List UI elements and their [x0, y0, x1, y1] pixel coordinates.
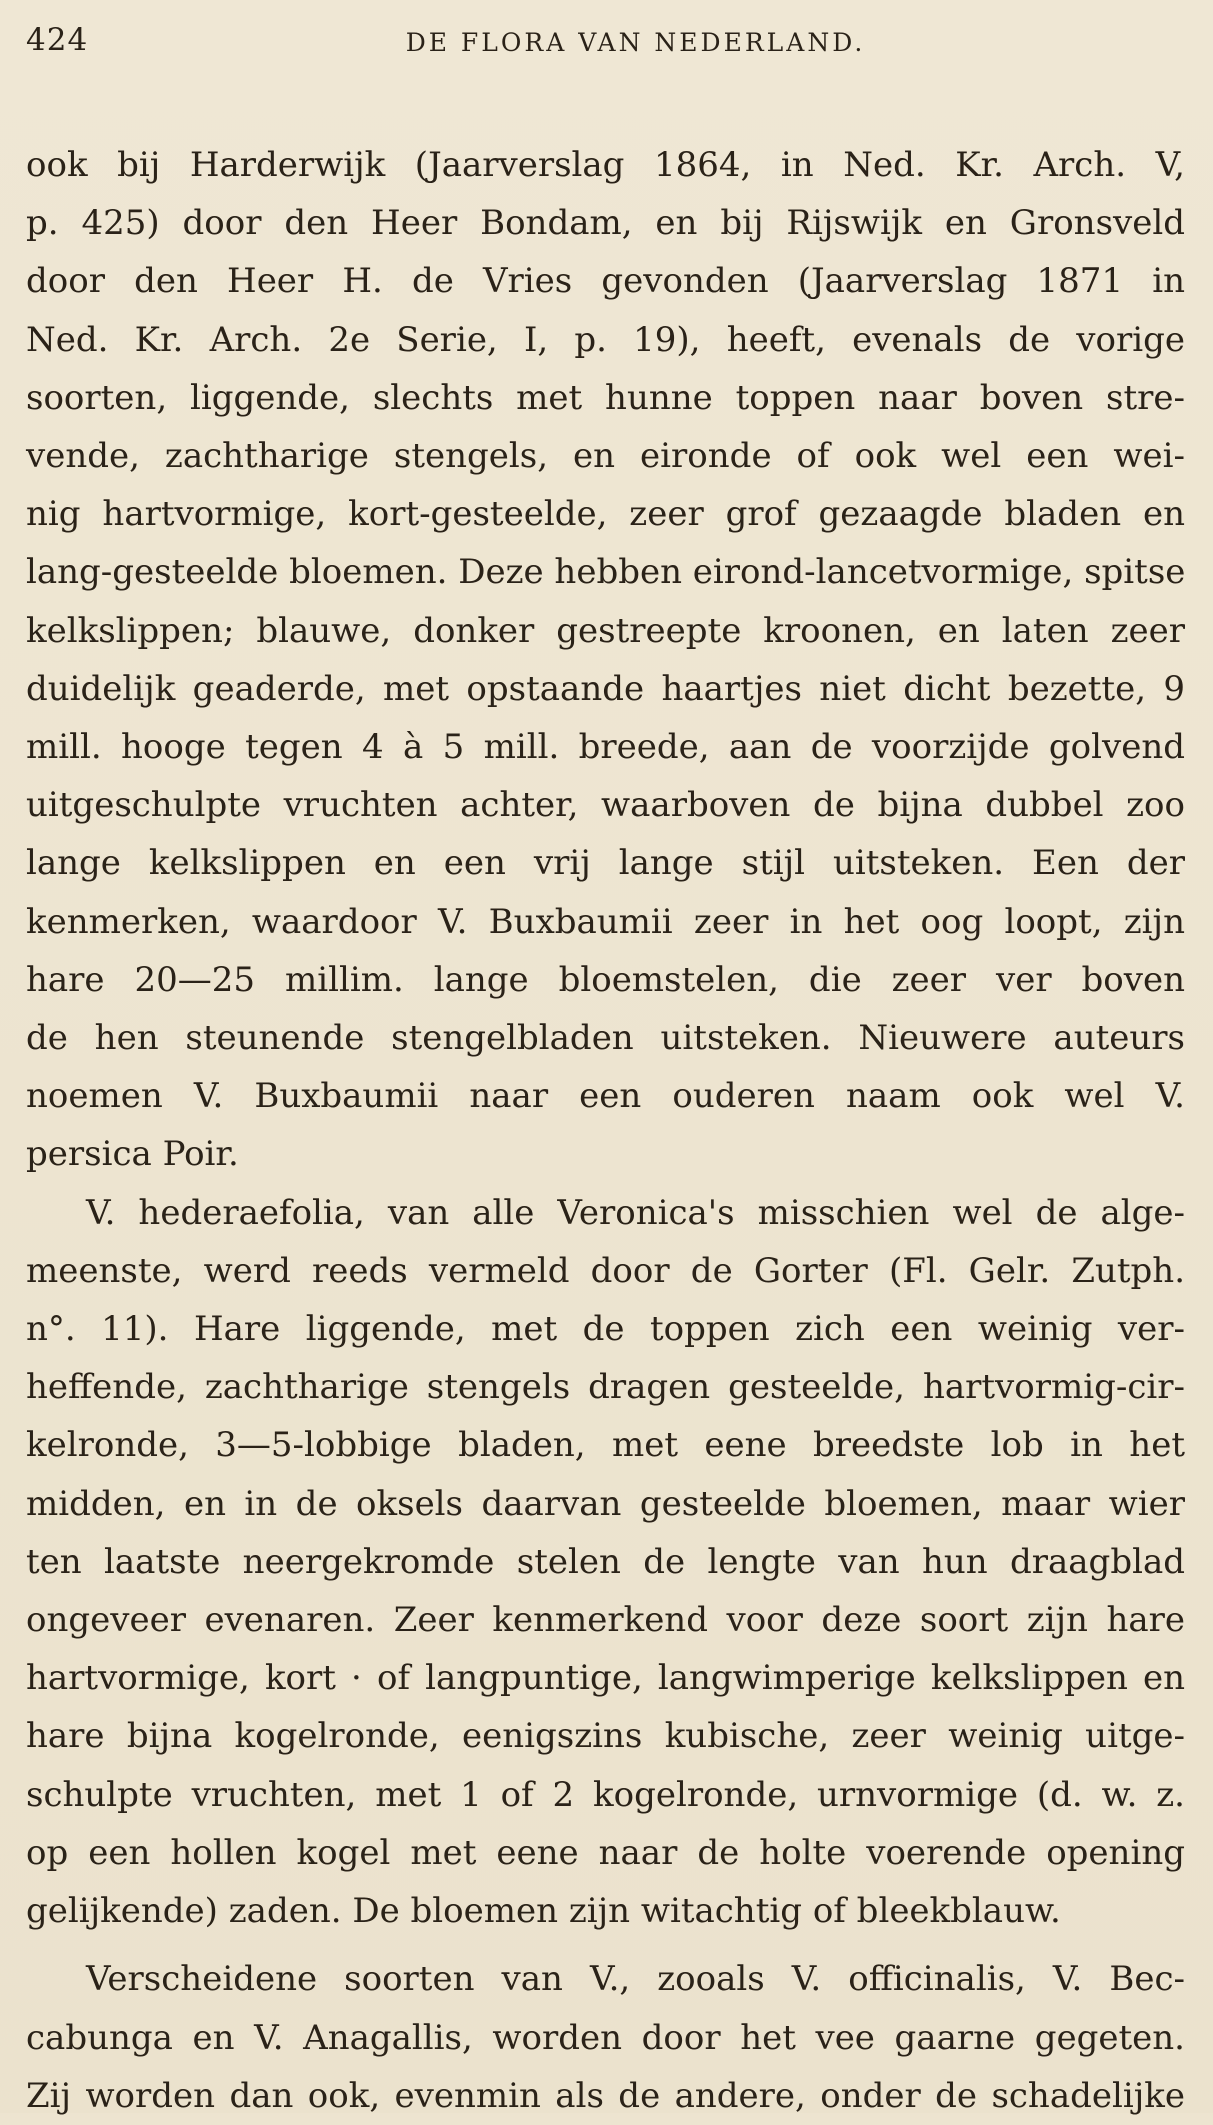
text-line: V. hederaefolia, van alle Veronica's misschien wel de alge-	[86, 1192, 1185, 1233]
text-line: uitgeschulpte vruchten achter, waarboven de bijna dubbel zoo	[26, 785, 1185, 826]
text-line: n°. 11). Hare liggende, met de toppen zich een weinig ver-	[26, 1309, 1185, 1350]
text-line: door den Heer H. de Vries gevonden (Jaarverslag 1871 in	[26, 261, 1185, 302]
text-line: kelkslippen; blauwe, donker gestreepte kroonen, en laten zeer	[26, 610, 1185, 651]
page-number: 424	[26, 22, 89, 58]
text-line: midden, en in de oksels daarvan gesteelde bloemen, maar wier	[26, 1483, 1185, 1524]
text-line: Ned. Kr. Arch. 2e Serie, I, p. 19), heeft, evenals de vorige	[26, 319, 1185, 360]
text-line: Zij worden dan ook, evenmin als de andere, onder de schadelijke	[26, 2075, 1185, 2116]
text-line: ook bij Harderwijk (Jaarverslag 1864, in Ned. Kr. Arch. V,	[26, 145, 1185, 185]
text-line: meenste, werd reeds vermeld door de Gorter (Fl. Gelr. Zutph.	[26, 1250, 1185, 1291]
text-line: p. 425) door den Heer Bondam, en bij Rijswijk en Gronsveld	[26, 203, 1185, 244]
text-line: lang-gesteelde bloemen. Deze hebben eirond-lancetvormige, spitse	[26, 552, 1186, 593]
page-header	[26, 22, 1185, 66]
body-text	[26, 136, 1185, 2125]
text-line: hartvormige, kort · of langpuntige, langwimperige kelkslippen en	[26, 1658, 1185, 1699]
text-line: op een hollen kogel met eene naar de holte voerende opening	[26, 1832, 1185, 1873]
running-head: DE FLORA VAN NEDERLAND.	[405, 28, 866, 57]
text-line: mill. hooge tegen 4 à 5 mill. breede, aan de voorzijde golvend	[26, 727, 1185, 768]
text-line: persica Poir.	[26, 1134, 239, 1175]
text-line: hare bijna kogelronde, eenigszins kubische, zeer weinig uitge-	[26, 1716, 1185, 1757]
text-line: heffende, zachtharige stengels dragen gesteelde, hartvormig-cir-	[26, 1367, 1185, 1408]
text-line: ten laatste neergekromde stelen de lengte van hun draagblad	[26, 1541, 1185, 1582]
text-line: kelronde, 3—5-lobbige bladen, met eene breedste lob in het	[26, 1425, 1185, 1466]
text-line: noemen V. Buxbaumii naar een ouderen naam ook wel V.	[26, 1076, 1185, 1117]
text-line: schulpte vruchten, met 1 of 2 kogelronde, urnvormige (d. w. z.	[26, 1774, 1185, 1815]
text-line: cabunga en V. Anagallis, worden door het vee gaarne gegeten.	[26, 2017, 1185, 2058]
text-line: de hen steunende stengelbladen uitsteken. Nieuwere auteurs	[26, 1018, 1185, 1059]
text-line: lange kelkslippen en een vrij lange stijl uitsteken. Een der	[26, 843, 1185, 884]
text-line: gelijkende) zaden. De bloemen zijn witachtig of bleekblauw.	[26, 1891, 1061, 1932]
text-line: duidelijk geaderde, met opstaande haartjes niet dicht bezette, 9	[26, 668, 1185, 709]
text-line: Verscheidene soorten van V., zooals V. officinalis, V. Bec-	[86, 1959, 1185, 2000]
text-line: ongeveer evenaren. Zeer kenmerkend voor deze soort zijn hare	[26, 1600, 1185, 1641]
text-line: kenmerken, waardoor V. Buxbaumii zeer in het oog loopt, zijn	[26, 901, 1185, 942]
text-line: nig hartvormige, kort-gesteelde, zeer grof gezaagde bladen en	[26, 494, 1185, 535]
text-line: soorten, liggende, slechts met hunne toppen naar boven stre-	[26, 377, 1185, 418]
text-line: hare 20—25 millim. lange bloemstelen, die zeer ver boven	[26, 959, 1185, 1000]
text-line: vende, zachtharige stengels, en eironde of ook wel een wei-	[26, 436, 1185, 477]
